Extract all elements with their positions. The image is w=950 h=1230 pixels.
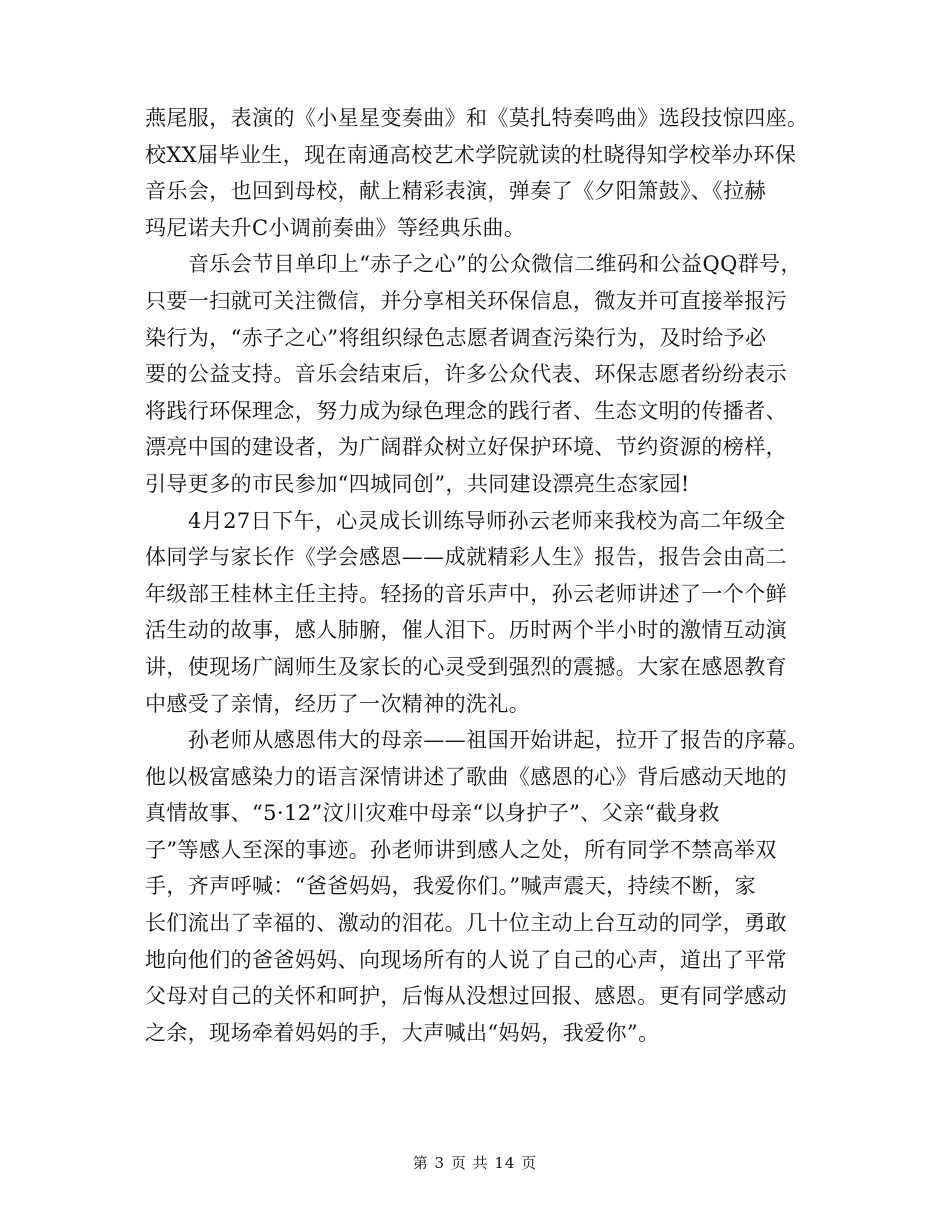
text-line: 玛尼诺夫升C小调前奏曲》等经典乐曲。 <box>145 215 526 240</box>
paragraph-3 <box>145 503 815 723</box>
text-line: 真情故事、“5·12”汶川灾难中母亲“以身护子”、父亲“截身救 <box>145 801 720 826</box>
text-line: 体同学与家长作《学会感恩——成就精彩人生》报告，报告会由高二 <box>145 545 787 570</box>
paragraph-4 <box>145 722 815 1051</box>
text-line: 父母对自己的关怀和呵护，后悔从没想过回报、感恩。更有同学感动 <box>145 984 787 1009</box>
text-line: 中感受了亲情，经历了一次精神的洗礼。 <box>145 691 531 716</box>
text-line: 音乐会节目单印上“赤子之心”的公众微信二维码和公益QQ群号， <box>188 252 802 277</box>
text-line: 音乐会，也回到母校，献上精彩表演，弹奏了《夕阳箫鼓》、《拉赫 <box>145 179 766 204</box>
text-line: 子”等感人至深的事迹。孙老师讲到感人之处，所有同学不禁高举双 <box>145 837 777 862</box>
text-line: 燕尾服，表演的《小星星变奏曲》和《莫扎特奏鸣曲》选段技惊四座。 <box>145 106 809 130</box>
text-line: 要的公益支持。音乐会结束后，许多公众代表、环保志愿者纷纷表示 <box>145 362 787 387</box>
text-line: 讲，使现场广阔师生及家长的心灵受到强烈的震撼。大家在感恩教育 <box>145 654 787 679</box>
text-line: 他以极富感染力的语言深情讲述了歌曲《感恩的心》背后感动天地的 <box>145 764 787 789</box>
text-line: 长们流出了幸福的、激动的泪花。几十位主动上台互动的同学，勇敢 <box>145 911 787 936</box>
paragraph-1 <box>145 100 815 246</box>
page-number: 第 3 页 共 14 页 <box>412 1154 538 1172</box>
text-line: 活生动的故事，感人肺腑，催人泪下。历时两个半小时的激情互动演 <box>145 618 787 643</box>
text-line: 手，齐声呼喊：“爸爸妈妈，我爱你们。”喊声震天，持续不断，家 <box>145 874 756 899</box>
text-line: 地向他们的爸爸妈妈、向现场所有的人说了自己的心声，道出了平常 <box>145 947 787 972</box>
text-line: 引导更多的市民参加“四城同创”，共同建设漂亮生态家园! <box>145 471 690 496</box>
text-line: 将践行环保理念，努力成为绿色理念的践行者、生态文明的传播者、 <box>145 398 787 423</box>
text-line: 年级部王桂林主任主持。轻扬的音乐声中，孙云老师讲述了一个个鲜 <box>145 581 787 606</box>
text-line: 染行为，“赤子之心”将组织绿色志愿者调查污染行为，及时给予必 <box>145 325 767 350</box>
paragraph-2 <box>145 246 815 502</box>
text-line: 孙老师从感恩伟大的母亲——祖国开始讲起，拉开了报告的序幕。 <box>188 728 809 753</box>
text-line: 之余，现场牵着妈妈的手，大声喊出“妈妈，我爱你”。 <box>145 1020 660 1045</box>
text-line: 只要一扫就可关注微信，并分享相关环保信息，微友并可直接举报污 <box>145 288 787 313</box>
text-line: 校XX届毕业生，现在南通高校艺术学院就读的杜晓得知学校举办环保 <box>145 142 797 167</box>
text-line: 4月27日下午，心灵成长训练导师孙云老师来我校为高二年级全 <box>188 508 786 533</box>
document-body <box>145 100 815 1051</box>
text-line: 漂亮中国的建设者，为广阔群众树立好保护环境、节约资源的榜样， <box>145 435 787 460</box>
